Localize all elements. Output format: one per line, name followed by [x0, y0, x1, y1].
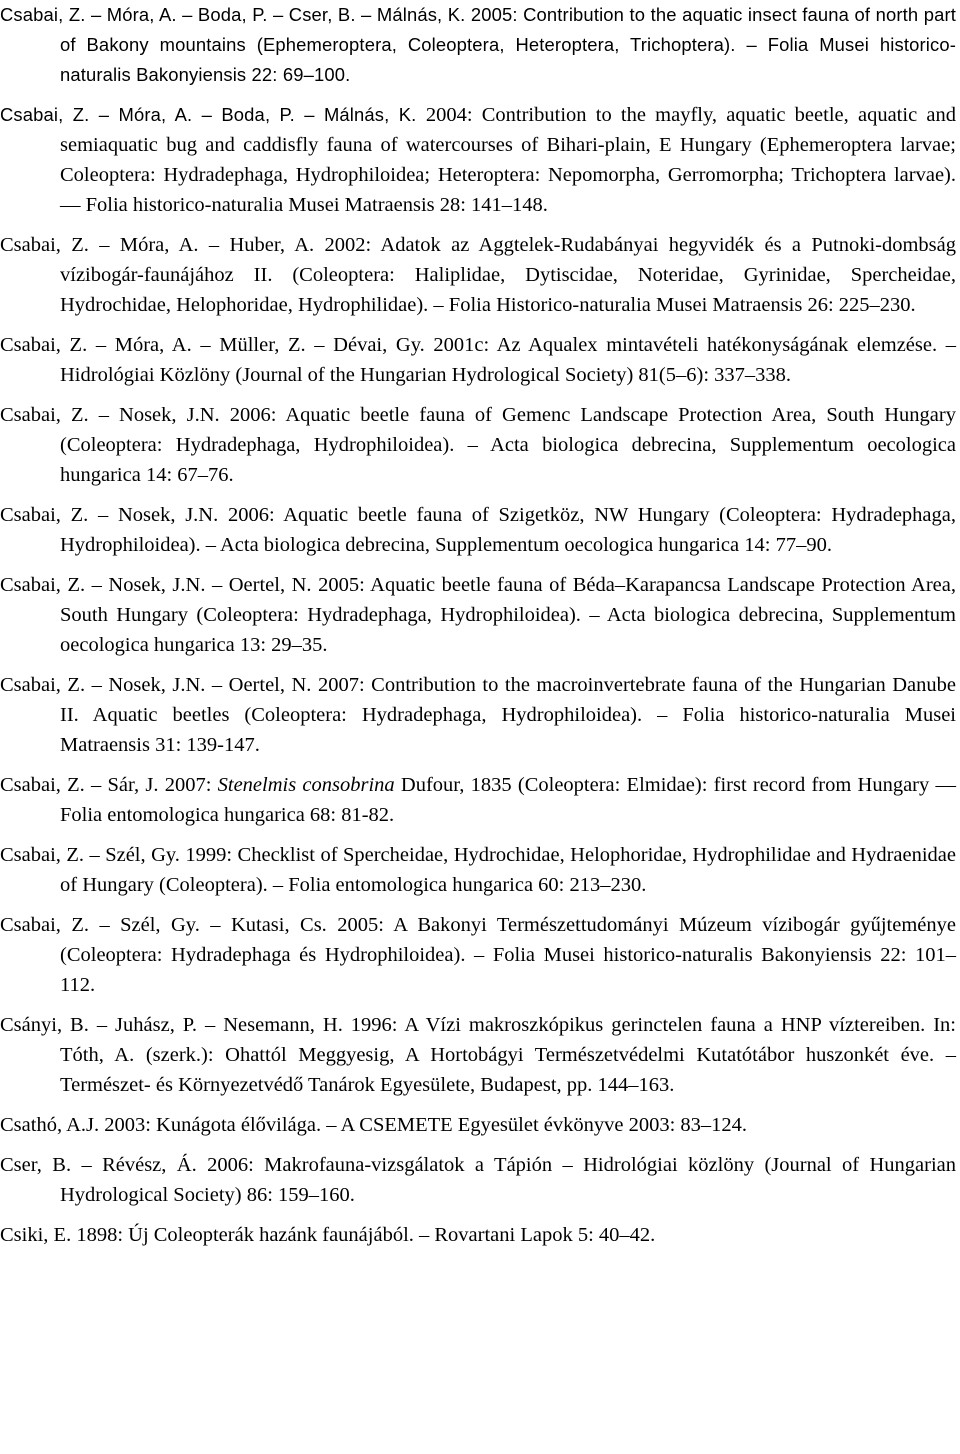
- reference-authors: Csabai, Z. – Móra, A. – Boda, P. – Málnás, K.: [0, 104, 426, 125]
- reference-entry: Csabai, Z. – Móra, A. – Müller, Z. – Dévai, Gy. 2001c: Az Aqualex mintavételi hatékonyságának elemzése. – Hidrológiai Közlöny (Journal of the Hungarian Hydrological Society) 81(5–6): 337–338.: [0, 334, 956, 386]
- reference-prefix: Csabai, Z. – Sár, J. 2007:: [0, 774, 218, 796]
- reference-entry: Csabai, Z. – Nosek, J.N. 2006: Aquatic beetle fauna of Szigetköz, NW Hungary (Coleoptera: Hydradephaga, Hydrophiloidea). – Acta biologica debrecina, Supplementum oecologica hungarica 14: 77–90.: [0, 504, 956, 556]
- reference-entry: Cser, B. – Révész, Á. 2006: Makrofauna-vizsgálatok a Tápión – Hidrológiai közlöny (Journal of Hungarian Hydrological Society) 86: 159–160.: [0, 1154, 956, 1206]
- reference-entry: Csabai, Z. – Nosek, J.N. – Oertel, N. 2007: Contribution to the macroinvertebrate fauna of the Hungarian Danube II. Aquatic beetles (Coleoptera: Hydradephaga, Hydrophiloidea). – Folia historico-naturalia Musei Matraensis 31: 139-147.: [0, 674, 956, 756]
- reference-suffix: Dufour, 1835 (Coleoptera: Elmidae): first record from Hungary –– Folia entomologica hungarica 68: 81-82.: [60, 774, 956, 826]
- reference-entry: Csabai, Z. – Móra, A. – Huber, A. 2002: Adatok az Aggtelek-Rudabányai hegyvidék és a Putnoki-dombság vízibogár-faunájához II. (Coleoptera: Haliplidae, Dytiscidae, Noteridae, Gyrinidae, Spercheidae, Hydrochidae, Helophoridae, Hydrophilidae). – Folia Historico-naturalia Musei Matraensis 26: 225–230.: [0, 234, 956, 316]
- species-name: Stenelmis consobrina: [217, 774, 395, 796]
- reference-entry: Csabai, Z. – Nosek, J.N. – Oertel, N. 2005: Aquatic beetle fauna of Béda–Karapancsa Landscape Protection Area, South Hungary (Coleoptera: Hydradephaga, Hydrophiloidea). – Acta biologica debrecina, Supplementum oecologica hungarica 13: 29–35.: [0, 574, 956, 656]
- reference-entry: Csányi, B. – Juhász, P. – Nesemann, H. 1996: A Vízi makroszkópikus gerinctelen fauna a HNP víztereiben. In: Tóth, A. (szerk.): Ohattól Meggyesig, A Hortobágyi Természetvédelmi Kutatótábor huszonkét éve. – Természet- és Környezetvédő Tanárok Egyesülete, Budapest, pp. 144–163.: [0, 1014, 956, 1096]
- reference-entry: Csabai, Z. – Móra, A. – Boda, P. – Cser, B. – Málnás, K. 2005: Contribution to the aquatic insect fauna of north part of Bakony mountains (Ephemeroptera, Coleoptera, Heteroptera, Trichoptera). – Folia Musei historico-naturalis Bakonyiensis 22: 69–100.: [0, 4, 956, 85]
- reference-body: 2004: Contribution to the mayfly, aquatic beetle, aquatic and semiaquatic bug and caddisfly fauna of watercourses of Bihari-plain, E Hungary (Ephemeroptera larvae; Coleoptera: Hydradephaga, Hydrophiloidea; Heteroptera: Nepomorpha, Gerromorpha; Trichoptera larvae). –– Folia historico-naturalia Musei Matraensis 28: 141–148.: [60, 104, 956, 216]
- reference-entry: Csiki, E. 1898: Új Coleopterák hazánk faunájából. – Rovartani Lapok 5: 40–42.: [0, 1224, 656, 1246]
- reference-entry: Csabai, Z. – Szél, Gy. – Kutasi, Cs. 2005: A Bakonyi Természettudományi Múzeum vízibogár gyűjteménye (Coleoptera: Hydradephaga és Hydrophiloidea). – Folia Musei historico-naturalis Bakonyiensis 22: 101–112.: [0, 914, 956, 996]
- reference-entry: [0, 100, 956, 220]
- reference-entry: Csabai, Z. – Nosek, J.N. 2006: Aquatic beetle fauna of Gemenc Landscape Protection Area, South Hungary (Coleoptera: Hydradephaga, Hydrophiloidea). – Acta biologica debrecina, Supplementum oecologica hungarica 14: 67–76.: [0, 404, 956, 486]
- reference-entry: Csathó, A.J. 2003: Kunágota élővilága. – A CSEMETE Egyesület évkönyve 2003: 83–124.: [0, 1114, 748, 1136]
- reference-entry: [0, 770, 956, 830]
- reference-entry: Csabai, Z. – Szél, Gy. 1999: Checklist of Spercheidae, Hydrochidae, Helophoridae, Hydrophilidae and Hydraenidae of Hungary (Coleoptera). – Folia entomologica hungarica 60: 213–230.: [0, 844, 956, 896]
